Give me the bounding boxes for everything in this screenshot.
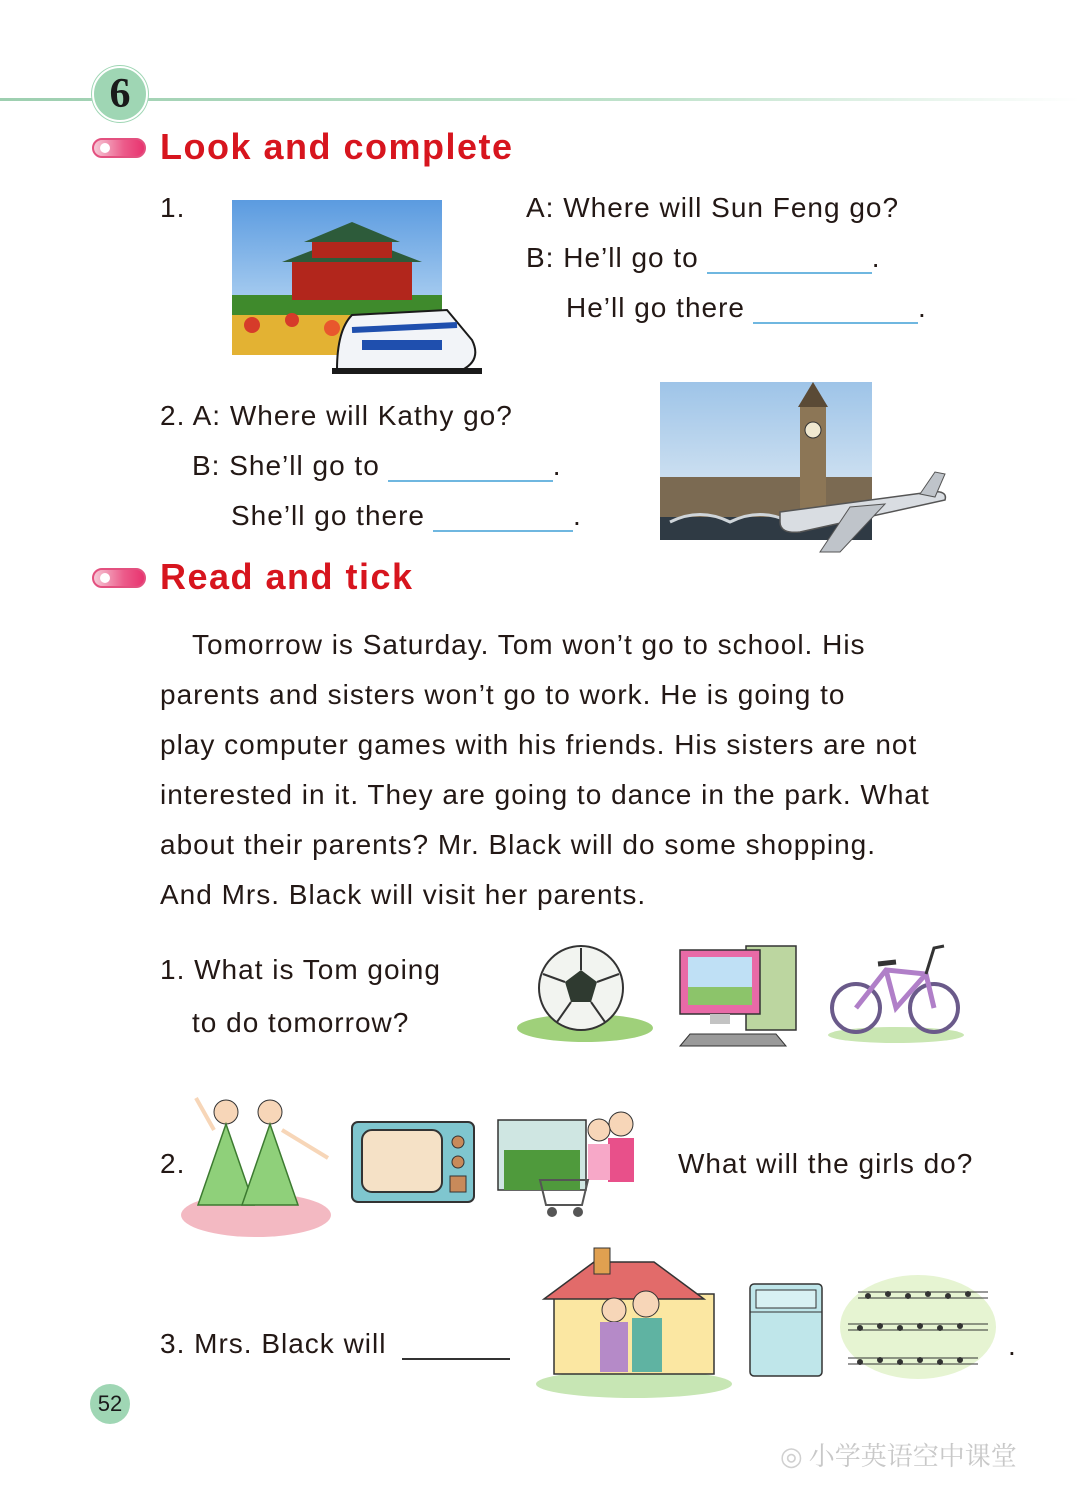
tick-q3-blank[interactable] — [402, 1330, 510, 1360]
q1-answer-prefix2: He’ll go there — [566, 292, 745, 323]
bicycle-option[interactable] — [826, 940, 966, 1045]
section-marker-icon — [92, 138, 146, 158]
tick-q2-number: 2. — [160, 1148, 186, 1179]
period: . — [871, 242, 881, 273]
q1-answer-line2 — [566, 292, 927, 324]
dancing-girls-option[interactable] — [178, 1090, 333, 1240]
shopping-option[interactable] — [496, 1100, 656, 1225]
period: . — [917, 292, 927, 323]
wechat-icon: ◎ — [780, 1441, 803, 1471]
tick-q1-line2: to do tomorrow? — [192, 1007, 410, 1038]
passage-line: interested in it. They are going to dance in the park. What — [160, 779, 930, 810]
watermark-text: 小学英语空中课堂 — [808, 1441, 1017, 1471]
tick-q3-question — [160, 1328, 510, 1360]
reading-passage — [160, 620, 960, 920]
section-title-read-and-tick: Read and tick — [160, 556, 414, 597]
tick-q3-period: . — [1008, 1330, 1017, 1361]
music-notes-option[interactable] — [838, 1272, 998, 1382]
q2-blank-transport[interactable] — [433, 502, 573, 532]
q1-answer-prefix: B: He’ll go to — [526, 242, 699, 273]
washing-machine-option[interactable] — [748, 1282, 824, 1378]
q2-question: 2. A: Where will Kathy go? — [160, 400, 513, 431]
passage-line: Tomorrow is Saturday. Tom won’t go to school. His — [192, 629, 866, 660]
q2-answer-prefix2: She’ll go there — [231, 500, 426, 531]
q1-blank-transport[interactable] — [753, 294, 918, 324]
computer-option[interactable] — [676, 942, 800, 1050]
television-option[interactable] — [350, 1120, 476, 1204]
header-rule — [0, 98, 1080, 101]
passage-line: about their parents? Mr. Black will do some shopping. — [160, 829, 877, 860]
unit-number-badge: 6 — [92, 66, 148, 122]
q2-answer-line1 — [192, 450, 562, 482]
passage-line: play computer games with his friends. His sisters are not — [160, 729, 918, 760]
section-title-look-and-complete: Look and complete — [160, 126, 514, 167]
tick-q2-question: What will the girls do? — [678, 1148, 974, 1179]
tick-q3-text: 3. Mrs. Black will — [160, 1328, 387, 1359]
tiananmen-train-image — [232, 200, 482, 380]
q1-answer-line1 — [526, 242, 881, 274]
football-option[interactable] — [515, 940, 655, 1045]
london-plane-image — [660, 382, 950, 560]
passage-line: And Mrs. Black will visit her parents. — [160, 879, 647, 910]
q2-answer-line2 — [231, 500, 582, 532]
visit-parents-option[interactable] — [534, 1244, 740, 1399]
q1-blank-place[interactable] — [707, 244, 872, 274]
passage-line: parents and sisters won’t go to work. He is going to — [160, 679, 846, 710]
tick-q1-line1: 1. What is Tom going — [160, 954, 441, 985]
q2-blank-place[interactable] — [388, 452, 553, 482]
period: . — [573, 500, 582, 531]
page-number: 52 — [90, 1384, 130, 1424]
q1-question: A: Where will Sun Feng go? — [526, 192, 900, 223]
section-marker-icon — [92, 568, 146, 588]
period: . — [552, 450, 562, 481]
q1-number: 1. — [160, 192, 186, 223]
q2-answer-prefix: B: She’ll go to — [192, 450, 380, 481]
watermark — [780, 1436, 1017, 1473]
